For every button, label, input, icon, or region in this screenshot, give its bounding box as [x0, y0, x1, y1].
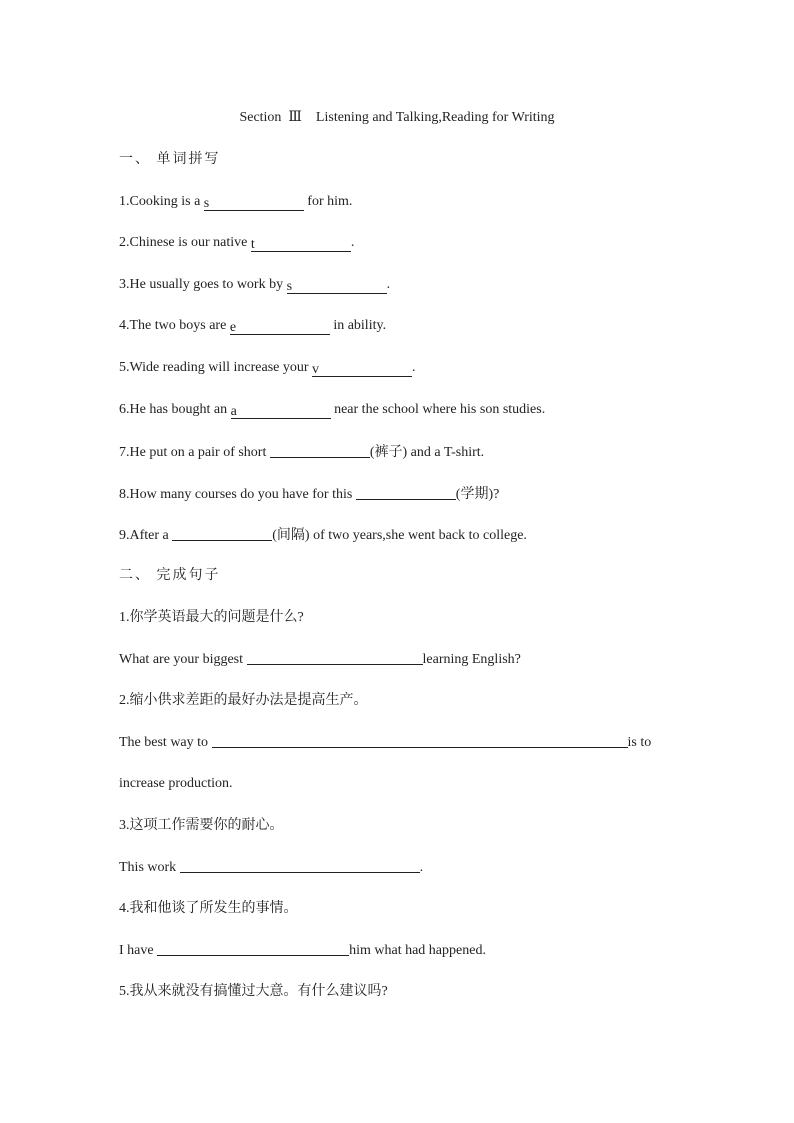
spelling-item-4: 4.The two boys are e in ability. — [119, 318, 387, 335]
answer-blank[interactable]: v — [312, 361, 412, 377]
sentence-line-2-continued: increase production. — [119, 776, 233, 791]
answer-blank[interactable] — [180, 858, 420, 873]
spelling-item-3: 3.He usually goes to work by s . — [119, 277, 391, 294]
sentence-line-1: What are your biggest learning English? — [119, 652, 521, 667]
answer-blank[interactable] — [247, 650, 423, 665]
sentence-prompt-5: 5.我从来就没有搞懂过大意。有什么建议吗? — [119, 984, 388, 999]
answer-blank[interactable]: e — [230, 319, 330, 335]
answer-blank[interactable]: a — [231, 403, 331, 419]
spelling-item-2: 2.Chinese is our native t . — [119, 235, 355, 252]
spelling-item-8: 8.How many courses do you have for this (学期)? — [119, 484, 499, 504]
section1-heading: 一、 单词拼写 — [119, 152, 221, 167]
answer-blank[interactable]: s — [287, 278, 387, 294]
spelling-item-9: 9.After a (间隔) of two years,she went back to college. — [119, 525, 527, 545]
sentence-line-2: The best way to is to — [119, 735, 652, 750]
answer-blank[interactable]: t — [251, 236, 351, 252]
spelling-item-6: 6.He has bought an a near the school where his son studies. — [119, 402, 546, 419]
page-title: Section Ⅲ Listening and Talking,Reading for Writing — [239, 110, 555, 125]
answer-blank[interactable] — [157, 941, 349, 956]
sentence-line-3: This work . — [119, 860, 424, 875]
spelling-item-1: 1.Cooking is a s for him. — [119, 194, 353, 211]
sentence-line-4: I have him what had happened. — [119, 943, 486, 958]
section2-heading: 二、 完成句子 — [119, 568, 221, 583]
answer-blank[interactable] — [212, 733, 628, 748]
answer-blank[interactable] — [270, 442, 370, 458]
answer-blank[interactable]: s — [204, 195, 304, 211]
spelling-item-7: 7.He put on a pair of short (裤子) and a T-shirt. — [119, 442, 484, 462]
sentence-prompt-2: 2.缩小供求差距的最好办法是提高生产。 — [119, 693, 368, 708]
sentence-prompt-1: 1.你学英语最大的问题是什么? — [119, 610, 304, 625]
sentence-prompt-3: 3.这项工作需要你的耐心。 — [119, 818, 284, 833]
sentence-prompt-4: 4.我和他谈了所发生的事情。 — [119, 901, 298, 916]
spelling-item-5: 5.Wide reading will increase your v . — [119, 360, 416, 377]
answer-blank[interactable] — [356, 484, 456, 500]
answer-blank[interactable] — [172, 525, 272, 541]
